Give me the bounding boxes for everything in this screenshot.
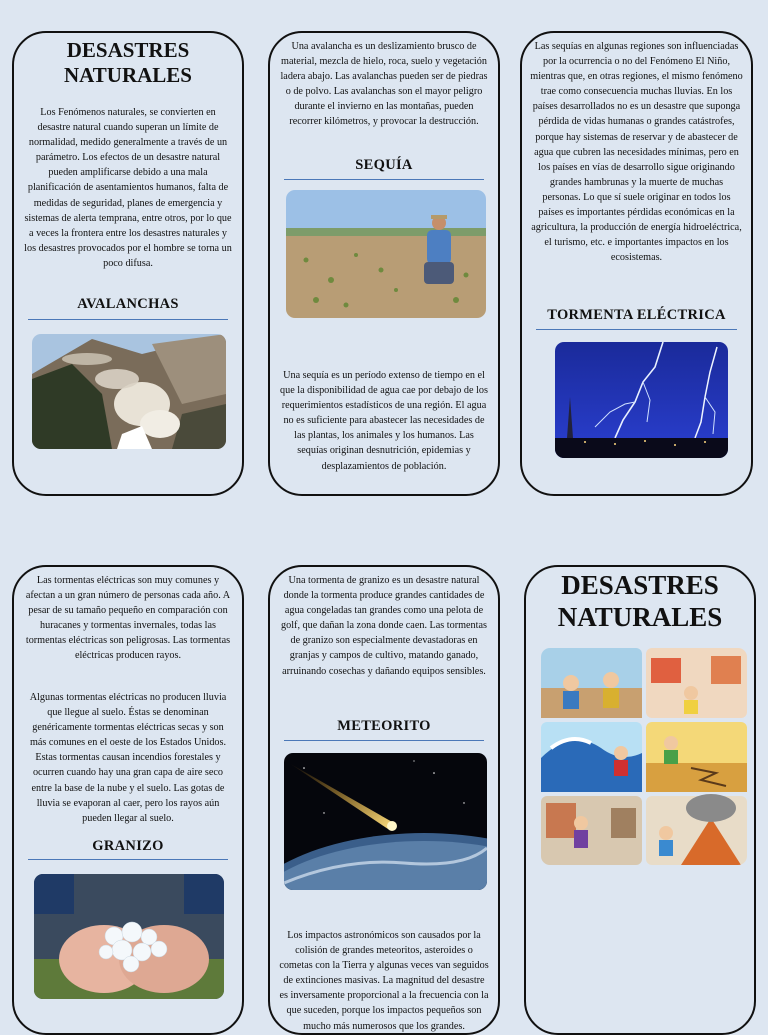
panel-storm-hail <box>12 565 244 1035</box>
heading-divider <box>284 179 484 180</box>
hail-paragraph: Una tormenta de granizo es un desastre natural donde la tormenta produce grandes cantidades de agua congeladas tan grandes como una pelota de golf, que dañan la zona donde caen. Las tormentas de granizo son especialmente devastadoras en granjas y campos de cultivo, matando ganado, arruinando cosechas y dañando equipos sensibles. <box>281 575 487 677</box>
panel-hail-meteor <box>268 565 500 1035</box>
panel-avalanche-drought <box>268 31 500 496</box>
title-line-2: NATURALES <box>64 62 192 87</box>
storm-paragraph-1: Las tormentas eléctricas son muy comunes y afectan a un gran número de personas cada año. A pesar de su tamaño pequeño en comparación con huracanes y tormentas invernales, todas las tormentas eléctricas son peligrosas. Las tormentas eléctricas producen rayos. <box>25 575 231 662</box>
panel-intro <box>12 31 244 496</box>
disasters-collage-image <box>541 648 747 865</box>
drought-continued-paragraph: Las sequías en algunas regiones son influenciadas por la ocurrencia o no del Fenómeno El Niño, mientras que, en otras regiones, el mismo fenómeno trae como consecuencia muchas lluvias. En los países desarrollados no es un desastre que suponga pérdida de vidas humanas o grandes catástrofes, porque hay sistemas de reservar y de abastecer de agua que cubren las necesidades mínimas, pero en los países en vías de desarrollo sigue originando grandes hambrunas y la muerte de muchas personas. Lo que sí suele originar en todos los países es importantes pérdidas económicas en la agricultura, la producción de energía hidroeléctrica, el turismo, etc. e importantes impactos en los ecosistemas. <box>530 41 743 264</box>
panel-title <box>14 38 242 88</box>
heading-divider <box>28 859 228 860</box>
heading-divider <box>536 329 737 330</box>
heading-meteorito: METEORITO <box>337 718 431 734</box>
drought-image <box>286 190 486 318</box>
avalanche-paragraph: Una avalancha es un deslizamiento brusco de material, mezcla de hielo, roca, suelo y vegetación ladera abajo. Las avalanchas pueden ser de piedras o de polvo. Las avalanchas son el mayor peligro durante el invierno en las montañas, pueden recorrer kilómetros, y provocar la destrucción. <box>280 41 488 128</box>
cover-title <box>526 569 754 634</box>
heading-divider <box>28 319 228 320</box>
lightning-image <box>555 342 728 458</box>
title-line-2: NATURALES <box>557 602 723 633</box>
meteor-image <box>284 753 487 890</box>
hail-image <box>34 874 224 999</box>
title-line-1: DESASTRES <box>561 570 719 600</box>
avalanche-image <box>32 334 226 449</box>
heading-divider <box>284 740 484 741</box>
heading-avalanchas: AVALANCHAS <box>77 296 179 312</box>
panel-drought-storm <box>520 31 753 496</box>
meteor-paragraph: Los impactos astronómicos son causados por la colisión de grandes meteoritos, asteroides o cometas con la Tierra y algunas veces van seguidos de extinciones masivas. La magnitud del desastre es inversamente proporcional a la frecuencia con la que suceden, porque los impactos pequeños son mucho más numerosos que los grandes. <box>279 930 489 1032</box>
heading-granizo: GRANIZO <box>92 838 164 854</box>
intro-paragraph: Los Fenómenos naturales, se convierten en desastre natural cuando superan un límite de normalidad, medido generalmente a través de un parámetro. Los efectos de un desastre natural pueden amplificarse debido a una mala planificación de asentamientos humanos, falta de medidas de seguridad, planes de emergencia y sistemas de alerta temprana, entre otros, por lo que a veces la frontera entre los desastres naturales y los desastres provocados por el hombre se torna un poco difusa. <box>24 107 232 269</box>
panel-cover <box>524 565 756 1035</box>
title-line-1: DESASTRES <box>66 38 190 62</box>
drought-paragraph: Una sequía es un período extenso de tiempo en el que la disponibilidad de agua cae por debajo de los requerimientos estadísticos de una región. El agua no es suficiente para abastecer las necesidades de las plantas, los animales y los humanos. Las sequías originan desnutrición, epidemias y desplazamientos de población. <box>280 370 488 472</box>
storm-paragraph-2: Algunas tormentas eléctricas no producen lluvia que llegue al suelo. Éstas se denominan genéricamente tormentas eléctricas secas y son más comunes en el oeste de los Estados Unidos. Estas tormentas causan incendios forestales y ocurren cuando hay una gran capa de aire seco entre la base de la nube y el suelo. Las gotas de lluvia se evaporan al caer, pero los rayos aún pueden llegar al suelo. <box>29 692 227 824</box>
heading-sequia: SEQUÍA <box>355 157 413 173</box>
heading-tormenta-electrica: TORMENTA ELÉCTRICA <box>547 307 726 323</box>
